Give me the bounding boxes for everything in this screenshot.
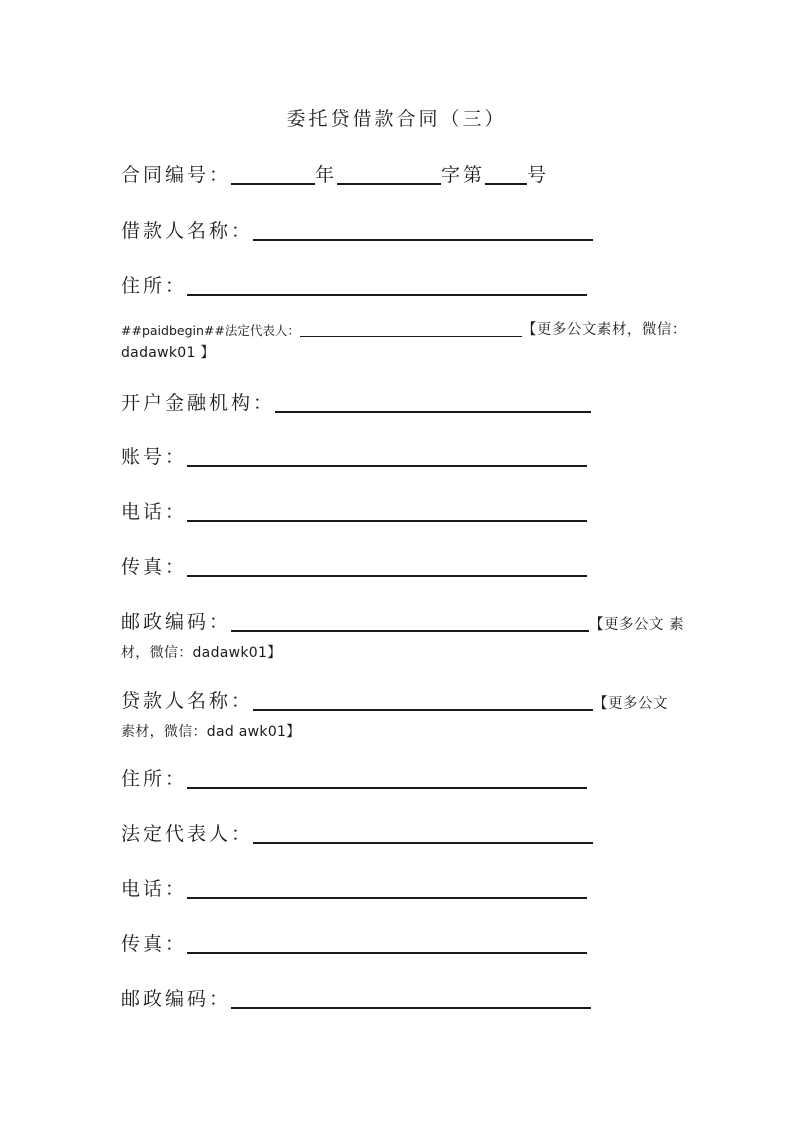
contract-prefix-field[interactable]	[231, 165, 315, 185]
contract-zidi-label: 字第	[441, 164, 486, 186]
contract-number-line	[121, 160, 549, 187]
borrower-legal-rep-label: ##paidbegin##法定代表人：	[121, 323, 300, 338]
lender-name-line	[121, 686, 668, 713]
borrower-name-field[interactable]	[253, 221, 593, 241]
lender-fax-field[interactable]	[187, 934, 587, 954]
lender-postcode-line	[121, 984, 591, 1011]
borrower-phone-line	[121, 497, 587, 524]
lender-legal-rep-field[interactable]	[253, 824, 593, 844]
borrower-account-line	[121, 442, 587, 469]
borrower-name-line	[121, 216, 593, 243]
lender-address-line	[121, 764, 587, 791]
borrower-address-label: 住所：	[121, 275, 188, 297]
borrower-postcode-field[interactable]	[231, 612, 589, 632]
lender-address-label: 住所：	[121, 768, 188, 790]
contract-number-label: 合同编号：	[121, 164, 232, 186]
lender-postcode-label: 邮政编码：	[121, 988, 232, 1010]
borrower-postcode-line	[121, 607, 684, 634]
lender-phone-line	[121, 874, 587, 901]
lender-name-field[interactable]	[253, 691, 593, 711]
lender-fax-line	[121, 929, 587, 956]
contract-year-field[interactable]	[337, 165, 441, 185]
lender-legal-rep-line	[121, 819, 593, 846]
borrower-bank-label: 开户金融机构：	[121, 392, 276, 414]
borrower-fax-label: 传真：	[121, 556, 188, 578]
document-title: 委托贷借款合同（三）	[286, 108, 507, 130]
borrower-account-label: 账号：	[121, 446, 188, 468]
borrower-legal-rep-note-cont: dadawk01 】	[121, 345, 215, 361]
lender-name-note-cont: 素材，微信：dad awk01】	[121, 724, 301, 740]
lender-legal-rep-label: 法定代表人：	[121, 823, 254, 845]
borrower-phone-field[interactable]	[187, 502, 587, 522]
borrower-name-label: 借款人名称：	[121, 220, 254, 242]
borrower-fax-field[interactable]	[187, 557, 587, 577]
borrower-account-field[interactable]	[187, 447, 587, 467]
borrower-legal-rep-line	[121, 318, 687, 339]
borrower-postcode-note: 【更多公文 素	[589, 617, 685, 633]
borrower-postcode-label: 邮政编码：	[121, 611, 232, 633]
borrower-legal-rep-note: 【更多公文素材，微信：	[521, 322, 687, 338]
borrower-bank-line	[121, 388, 591, 415]
borrower-postcode-note-cont: 材，微信：dadawk01】	[121, 645, 282, 661]
contract-hao-label: 号	[527, 164, 550, 186]
borrower-address-field[interactable]	[187, 276, 587, 296]
borrower-fax-line	[121, 552, 587, 579]
lender-phone-field[interactable]	[187, 879, 587, 899]
lender-name-note: 【更多公文	[593, 696, 669, 712]
contract-year-label: 年	[315, 164, 338, 186]
borrower-legal-rep-field[interactable]	[300, 322, 522, 337]
contract-serial-field[interactable]	[485, 165, 527, 185]
borrower-phone-label: 电话：	[121, 501, 188, 523]
borrower-bank-field[interactable]	[275, 393, 591, 413]
borrower-address-line	[121, 271, 587, 298]
lender-address-field[interactable]	[187, 769, 587, 789]
lender-phone-label: 电话：	[121, 878, 188, 900]
lender-name-label: 贷款人名称：	[121, 690, 254, 712]
lender-postcode-field[interactable]	[231, 989, 591, 1009]
lender-fax-label: 传真：	[121, 933, 188, 955]
